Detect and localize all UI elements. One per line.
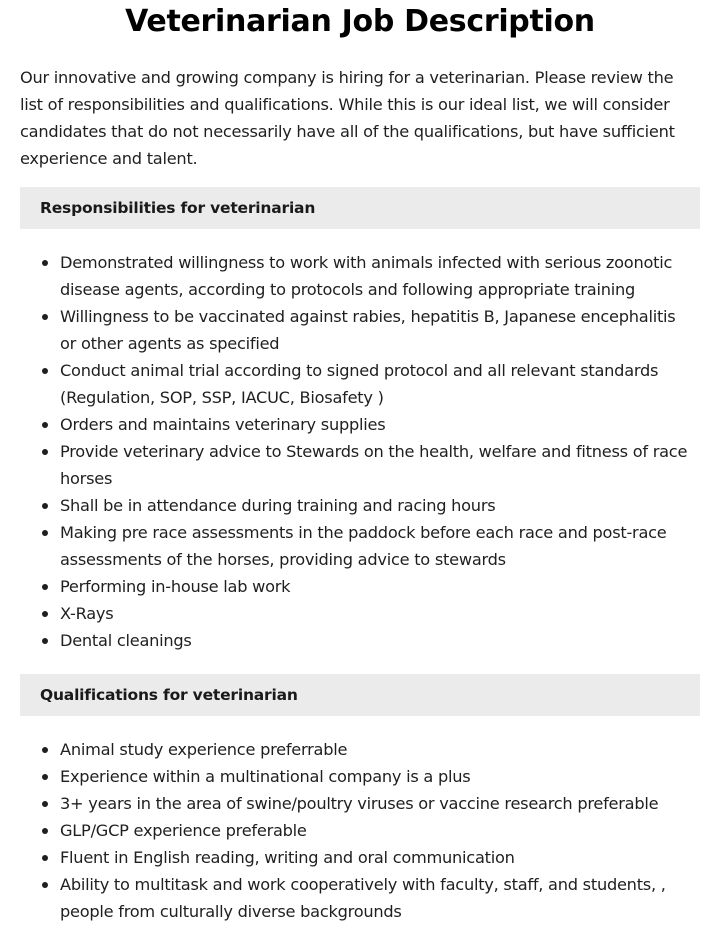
list-item: X-Rays (60, 600, 700, 627)
bullet-icon (42, 882, 48, 888)
bullet-icon (42, 260, 48, 266)
responsibilities-list (20, 249, 700, 654)
list-item: Experience within a multinational company is a plus (60, 763, 700, 790)
list-item: Animal study experience preferrable (60, 736, 700, 763)
bullet-icon (42, 584, 48, 590)
list-item: GLP/GCP experience preferable (60, 817, 700, 844)
responsibilities-header: Responsibilities for veterinarian (20, 187, 700, 229)
bullet-icon (42, 801, 48, 807)
list-item: Shall be in attendance during training and racing hours (60, 492, 700, 519)
bullet-icon (42, 855, 48, 861)
list-item: Willingness to be vaccinated against rabies, hepatitis B, Japanese encephalitis or other agents as specified (60, 303, 700, 357)
bullet-icon (42, 747, 48, 753)
bullet-icon (42, 449, 48, 455)
bullet-icon (42, 368, 48, 374)
bullet-icon (42, 503, 48, 509)
qualifications-list (20, 736, 700, 925)
list-item: Performing in-house lab work (60, 573, 700, 600)
bullet-icon (42, 314, 48, 320)
bullet-icon (42, 828, 48, 834)
bullet-icon (42, 638, 48, 644)
list-item: 3+ years in the area of swine/poultry viruses or vaccine research preferable (60, 790, 700, 817)
list-item: Conduct animal trial according to signed protocol and all relevant standards (Regulation, SOP, SSP, IACUC, Biosafety ) (60, 357, 700, 411)
list-item: Ability to multitask and work cooperatively with faculty, staff, and students, , people from culturally diverse backgrounds (60, 871, 700, 925)
bullet-icon (42, 530, 48, 536)
list-item: Fluent in English reading, writing and oral communication (60, 844, 700, 871)
page-title: Veterinarian Job Description (125, 4, 595, 39)
list-item: Dental cleanings (60, 627, 700, 654)
list-item: Making pre race assessments in the paddock before each race and post-race assessments of the horses, providing advice to stewards (60, 519, 700, 573)
list-item: Demonstrated willingness to work with animals infected with serious zoonotic disease agents, according to protocols and following appropriate training (60, 249, 700, 303)
bullet-icon (42, 422, 48, 428)
bullet-icon (42, 774, 48, 780)
list-item: Provide veterinary advice to Stewards on the health, welfare and fitness of race horses (60, 438, 700, 492)
qualifications-header: Qualifications for veterinarian (20, 674, 700, 716)
intro-paragraph: Our innovative and growing company is hiring for a veterinarian. Please review the list of responsibilities and qualifications. While this is our ideal list, we will consider candidates that do not necessarily have all of the qualifications, but have sufficient experience and talent. (20, 68, 675, 168)
list-item: Orders and maintains veterinary supplies (60, 411, 700, 438)
bullet-icon (42, 611, 48, 617)
